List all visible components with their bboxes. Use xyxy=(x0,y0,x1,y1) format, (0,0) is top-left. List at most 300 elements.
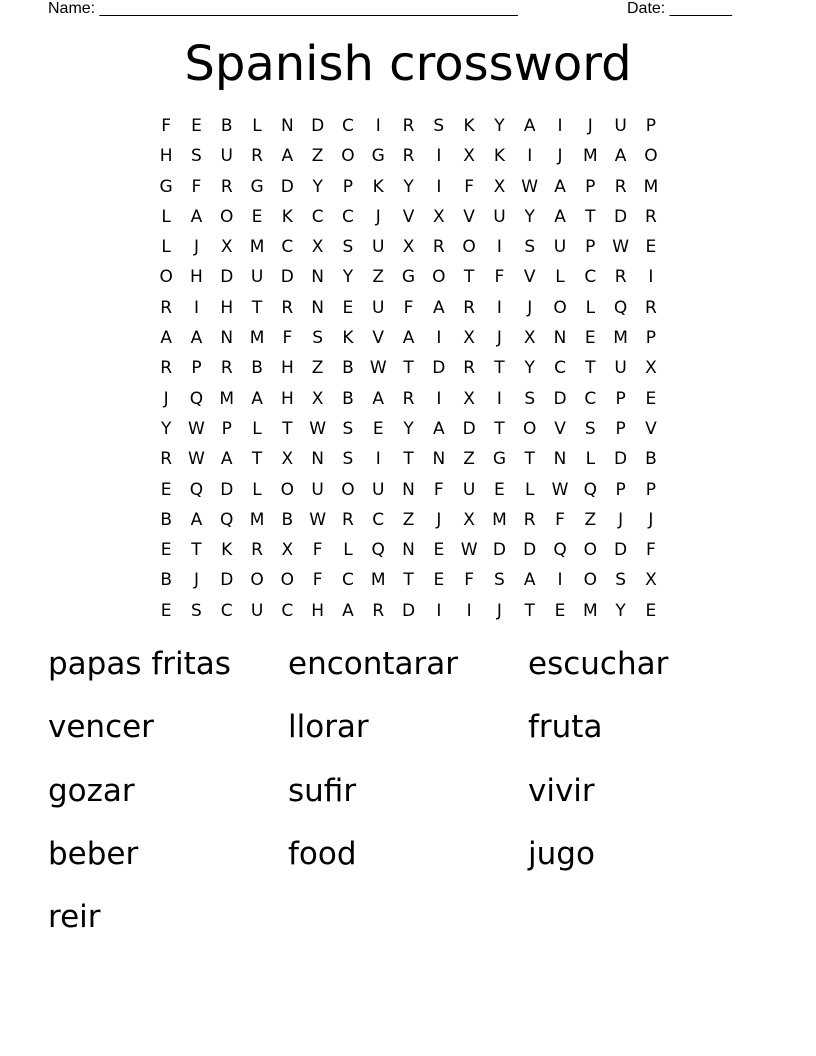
grid-row xyxy=(151,296,666,326)
grid-cell: R xyxy=(463,297,476,318)
grid-cell: M xyxy=(492,509,507,530)
grid-cell: C xyxy=(281,237,294,258)
grid-cell: A xyxy=(281,146,294,167)
grid-cell: K xyxy=(493,146,505,167)
grid-cell: L xyxy=(252,479,262,500)
grid-cell: S xyxy=(191,600,202,621)
grid-cell: L xyxy=(585,449,596,470)
grid-cell: E xyxy=(372,418,384,439)
grid-cell: P xyxy=(221,418,232,439)
grid-cell: O xyxy=(159,267,173,288)
grid-cell: X xyxy=(523,328,536,349)
word-list-item: beber xyxy=(48,835,139,872)
grid-cell: X xyxy=(493,176,506,197)
grid-cell: P xyxy=(615,388,626,409)
grid-cell: G xyxy=(401,267,416,288)
grid-cell: D xyxy=(553,388,567,409)
grid-cell: W xyxy=(309,509,327,530)
grid-cell: N xyxy=(280,116,294,136)
grid-cell: M xyxy=(249,237,265,258)
grid-cell: S xyxy=(524,237,536,258)
grid-cell: K xyxy=(372,176,384,197)
grid-cell: F xyxy=(464,570,474,591)
grid-cell: I xyxy=(496,297,502,318)
grid-cell: R xyxy=(614,176,627,197)
grid-cell: U xyxy=(372,237,385,258)
grid-cell: D xyxy=(614,449,628,470)
word-list-item: escuchar xyxy=(528,646,669,682)
grid-cell: F xyxy=(494,267,505,288)
grid-cell: H xyxy=(190,267,203,288)
word-list-item: food xyxy=(288,835,357,872)
grid-cell: C xyxy=(220,600,233,621)
word-list-item: encontarar xyxy=(288,646,459,682)
grid-cell: M xyxy=(370,570,386,591)
word-list-item: papas fritas xyxy=(48,646,231,682)
page-title: Spanish crossword xyxy=(184,36,632,92)
grid-cell: O xyxy=(250,570,264,591)
word-list-item: llorar xyxy=(288,709,369,746)
word-list-item: reir xyxy=(48,899,101,936)
date-field[interactable]: Date: _______ xyxy=(627,0,732,17)
grid-cell: B xyxy=(342,388,354,409)
grid-cell: V xyxy=(554,418,566,439)
grid-row xyxy=(151,568,666,598)
grid-row xyxy=(151,265,666,295)
grid-cell: T xyxy=(251,297,263,318)
grid-cell: A xyxy=(402,328,415,349)
grid-cell: M xyxy=(582,146,598,167)
grid-cell: S xyxy=(342,449,354,470)
grid-cell: B xyxy=(281,509,294,530)
grid-cell: P xyxy=(615,479,626,500)
grid-cell: R xyxy=(251,146,263,167)
grid-cell: I xyxy=(466,600,472,621)
grid-cell: A xyxy=(220,449,233,470)
grid-cell: K xyxy=(221,540,233,561)
grid-cell: J xyxy=(587,116,593,136)
grid-cell: A xyxy=(523,116,536,136)
grid-cell: J xyxy=(163,388,169,409)
grid-cell: F xyxy=(464,176,474,197)
grid-cell: Y xyxy=(160,418,172,439)
grid-cell: F xyxy=(191,176,202,197)
grid-cell: C xyxy=(281,600,294,621)
word-list-item: vencer xyxy=(48,709,154,746)
grid-cell: L xyxy=(585,297,596,318)
grid-cell: F xyxy=(312,540,323,561)
grid-cell: E xyxy=(251,206,263,227)
grid-cell: N xyxy=(311,267,324,288)
grid-cell: G xyxy=(492,449,506,470)
grid-cell: P xyxy=(645,479,657,500)
grid-cell: I xyxy=(496,237,502,258)
grid-cell: S xyxy=(342,237,354,258)
grid-cell: Q xyxy=(371,540,385,561)
grid-cell: E xyxy=(494,479,505,500)
grid-cell: U xyxy=(614,116,627,136)
grid-cell: X xyxy=(311,388,324,409)
grid-cell: S xyxy=(615,570,626,591)
grid-cell: L xyxy=(161,237,171,258)
grid-cell: L xyxy=(161,206,171,227)
grid-cell: U xyxy=(311,479,324,500)
grid-cell: C xyxy=(584,388,597,409)
grid-cell: C xyxy=(341,206,354,227)
grid-cell: H xyxy=(159,146,173,167)
grid-cell: T xyxy=(403,449,414,470)
grid-cell: O xyxy=(280,479,295,500)
grid-cell: L xyxy=(252,418,262,439)
grid-row xyxy=(151,356,666,386)
grid-cell: O xyxy=(523,418,537,439)
grid-cell: U xyxy=(372,297,385,318)
grid-cell: R xyxy=(220,176,233,197)
grid-row xyxy=(151,235,666,265)
grid-cell: U xyxy=(372,479,385,500)
grid-row xyxy=(151,447,666,477)
grid-row xyxy=(151,144,666,174)
grid-cell: T xyxy=(282,418,293,439)
grid-cell: I xyxy=(436,388,442,409)
grid-cell: X xyxy=(463,328,475,349)
grid-cell: L xyxy=(555,267,565,288)
grid-cell: E xyxy=(645,237,657,258)
grid-cell: V xyxy=(523,267,536,288)
grid-cell: R xyxy=(372,600,385,621)
grid-cell: O xyxy=(341,479,355,500)
grid-cell: K xyxy=(463,116,475,136)
grid-cell: E xyxy=(433,570,445,591)
grid-cell: H xyxy=(280,358,294,379)
grid-cell: M xyxy=(613,328,628,349)
grid-cell: R xyxy=(342,509,354,530)
grid-cell: X xyxy=(220,237,233,258)
grid-cell: D xyxy=(220,479,234,500)
grid-cell: O xyxy=(462,237,476,258)
grid-cell: S xyxy=(342,418,354,439)
grid-cell: U xyxy=(493,206,506,227)
grid-cell: C xyxy=(311,206,324,227)
grid-cell: X xyxy=(281,540,294,561)
grid-cell: Z xyxy=(402,509,415,530)
grid-cell: I xyxy=(193,297,199,318)
grid-cell: E xyxy=(342,297,354,318)
grid-cell: J xyxy=(436,509,442,530)
grid-cell: W xyxy=(551,479,569,500)
grid-cell: E xyxy=(160,479,172,500)
grid-cell: B xyxy=(645,449,657,470)
grid-cell: S xyxy=(433,116,445,136)
grid-cell: I xyxy=(375,116,381,136)
grid-cell: V xyxy=(645,418,657,439)
worksheet-header xyxy=(48,0,768,20)
grid-cell: D xyxy=(311,116,325,136)
grid-cell: X xyxy=(281,449,294,470)
grid-cell: P xyxy=(342,176,354,197)
grid-cell: O xyxy=(553,297,567,318)
grid-cell: D xyxy=(492,540,506,561)
grid-cell: T xyxy=(524,449,535,470)
grid-cell: H xyxy=(220,297,234,318)
grid-cell: Y xyxy=(524,206,535,227)
grid-cell: Y xyxy=(494,116,505,136)
grid-cell: H xyxy=(311,600,325,621)
grid-cell: A xyxy=(554,206,566,227)
grid-cell: C xyxy=(584,267,597,288)
grid-cell: I xyxy=(375,449,381,470)
grid-cell: W xyxy=(309,418,327,439)
grid-cell: T xyxy=(524,600,535,621)
grid-cell: D xyxy=(614,540,628,561)
grid-cell: D xyxy=(280,267,294,288)
grid-cell: R xyxy=(160,358,173,379)
grid-cell: I xyxy=(436,146,442,167)
word-list xyxy=(48,642,768,958)
grid-cell: O xyxy=(341,146,355,167)
grid-cell: M xyxy=(643,176,659,197)
grid-cell: A xyxy=(433,297,445,318)
grid-cell: H xyxy=(280,388,294,409)
grid-cell: F xyxy=(161,116,172,136)
grid-cell: B xyxy=(160,509,172,530)
grid-row xyxy=(151,205,666,235)
grid-cell: P xyxy=(585,176,596,197)
grid-cell: Y xyxy=(342,267,354,288)
grid-cell: T xyxy=(403,358,414,379)
grid-cell: T xyxy=(585,358,596,379)
grid-row xyxy=(151,478,666,508)
grid-cell: I xyxy=(557,116,563,136)
grid-cell: Y xyxy=(312,176,323,197)
grid-cell: E xyxy=(433,540,445,561)
grid-cell: Q xyxy=(553,540,567,561)
grid-cell: N xyxy=(553,328,567,349)
grid-cell: U xyxy=(614,358,627,379)
grid-cell: G xyxy=(159,176,173,197)
name-field[interactable]: Name: _______________________________________________ xyxy=(48,0,518,17)
grid-row xyxy=(151,175,666,205)
grid-cell: D xyxy=(401,600,416,621)
grid-cell: Y xyxy=(403,418,414,439)
grid-cell: E xyxy=(160,600,172,621)
grid-cell: D xyxy=(220,570,234,591)
grid-cell: E xyxy=(645,388,657,409)
grid-cell: A xyxy=(190,328,203,349)
grid-cell: A xyxy=(523,570,536,591)
grid-cell: A xyxy=(160,328,172,349)
grid-cell: T xyxy=(251,449,263,470)
grid-cell: A xyxy=(433,418,445,439)
grid-cell: Y xyxy=(524,358,535,379)
grid-cell: E xyxy=(584,328,596,349)
grid-cell: Z xyxy=(372,267,385,288)
grid-cell: X xyxy=(432,206,445,227)
grid-cell: I xyxy=(436,176,442,197)
grid-cell: Z xyxy=(584,509,597,530)
grid-cell: X xyxy=(645,570,657,591)
grid-cell: G xyxy=(371,146,385,167)
grid-cell: W xyxy=(521,176,539,197)
grid-cell: Z xyxy=(463,449,475,470)
grid-cell: R xyxy=(402,146,415,167)
grid-cell: W xyxy=(460,540,478,561)
grid-cell: Q xyxy=(220,509,234,530)
grid-cell: U xyxy=(220,146,233,167)
grid-cell: Q xyxy=(583,479,597,500)
grid-cell: I xyxy=(527,146,533,167)
grid-cell: W xyxy=(369,358,387,379)
grid-cell: N xyxy=(402,540,415,561)
grid-cell: T xyxy=(494,418,505,439)
grid-cell: D xyxy=(462,418,476,439)
grid-cell: N xyxy=(402,479,415,500)
grid-cell: O xyxy=(644,146,658,167)
grid-cell: O xyxy=(280,570,295,591)
grid-cell: N xyxy=(553,449,567,470)
grid-cell: J xyxy=(618,509,624,530)
grid-cell: P xyxy=(645,328,657,349)
grid-cell: L xyxy=(524,479,535,500)
grid-cell: O xyxy=(220,206,234,227)
grid-cell: I xyxy=(436,600,442,621)
grid-cell: S xyxy=(584,418,596,439)
grid-cell: F xyxy=(555,509,565,530)
grid-cell: R xyxy=(644,297,657,318)
grid-cell: M xyxy=(249,509,265,530)
grid-cell: Y xyxy=(403,176,414,197)
grid-cell: W xyxy=(188,449,205,470)
grid-cell: C xyxy=(554,358,566,379)
grid-cell: T xyxy=(494,358,505,379)
grid-cell: R xyxy=(160,449,173,470)
grid-cell: J xyxy=(193,237,199,258)
grid-cell: U xyxy=(250,267,264,288)
grid-row xyxy=(151,114,666,144)
grid-cell: J xyxy=(557,146,563,167)
grid-row xyxy=(151,599,666,629)
grid-cell: A xyxy=(190,206,203,227)
grid-cell: V xyxy=(402,206,415,227)
grid-cell: R xyxy=(614,267,627,288)
grid-cell: R xyxy=(523,509,536,530)
grid-cell: Z xyxy=(311,358,324,379)
grid-cell: B xyxy=(220,116,233,136)
grid-cell: E xyxy=(554,600,566,621)
grid-cell: A xyxy=(614,146,627,167)
grid-cell: U xyxy=(462,479,476,500)
grid-row xyxy=(151,538,666,568)
grid-cell: E xyxy=(191,116,202,136)
grid-cell: K xyxy=(342,328,354,349)
grid-row xyxy=(151,417,666,447)
grid-cell: M xyxy=(219,388,235,409)
grid-cell: X xyxy=(463,509,475,530)
grid-cell: F xyxy=(646,540,656,561)
grid-cell: S xyxy=(191,146,202,167)
grid-cell: N xyxy=(220,328,234,349)
grid-cell: S xyxy=(494,570,505,591)
grid-cell: P xyxy=(645,116,657,136)
grid-cell: X xyxy=(645,358,657,379)
grid-cell: B xyxy=(160,570,172,591)
grid-cell: A xyxy=(342,600,354,621)
grid-cell: P xyxy=(615,418,626,439)
grid-cell: O xyxy=(432,267,446,288)
grid-cell: K xyxy=(281,206,293,227)
grid-cell: D xyxy=(614,206,628,227)
grid-cell: O xyxy=(583,570,597,591)
grid-cell: N xyxy=(311,297,324,318)
grid-cell: C xyxy=(372,509,385,530)
grid-cell: W xyxy=(612,237,629,258)
grid-cell: A xyxy=(251,388,263,409)
grid-cell: R xyxy=(463,358,476,379)
grid-cell: Z xyxy=(311,146,324,167)
grid-cell: S xyxy=(312,328,324,349)
grid-cell: D xyxy=(523,540,537,561)
grid-cell: J xyxy=(648,509,654,530)
word-list-item: sufir xyxy=(288,772,357,809)
grid-cell: I xyxy=(648,267,654,288)
grid-cell: A xyxy=(554,176,566,197)
grid-row xyxy=(151,508,666,538)
grid-cell: R xyxy=(644,206,657,227)
grid-cell: R xyxy=(402,116,415,136)
grid-cell: S xyxy=(524,388,536,409)
grid-cell: V xyxy=(463,206,475,227)
grid-cell: T xyxy=(585,206,596,227)
grid-cell: D xyxy=(432,358,446,379)
grid-cell: J xyxy=(496,600,502,621)
grid-cell: R xyxy=(432,237,445,258)
grid-cell: E xyxy=(160,540,172,561)
grid-cell: R xyxy=(281,297,294,318)
grid-cell: B xyxy=(342,358,354,379)
grid-cell: R xyxy=(160,297,173,318)
letter-grid xyxy=(151,114,666,629)
grid-cell: Y xyxy=(615,600,626,621)
grid-cell: N xyxy=(311,449,324,470)
grid-cell: W xyxy=(188,418,205,439)
grid-cell: L xyxy=(343,540,353,561)
grid-cell: R xyxy=(402,388,415,409)
word-list-item: fruta xyxy=(528,709,603,746)
word-list-item: vivir xyxy=(528,772,595,809)
grid-cell: J xyxy=(496,328,502,349)
grid-cell: M xyxy=(582,600,598,621)
grid-cell: J xyxy=(527,297,533,318)
grid-cell: T xyxy=(191,540,202,561)
grid-cell: U xyxy=(250,600,264,621)
grid-cell: J xyxy=(193,570,199,591)
grid-cell: B xyxy=(251,358,263,379)
grid-cell: A xyxy=(190,509,203,530)
grid-cell: P xyxy=(585,237,596,258)
grid-cell: X xyxy=(311,237,324,258)
grid-cell: D xyxy=(220,267,234,288)
word-list-item: gozar xyxy=(48,772,135,809)
grid-cell: U xyxy=(553,237,567,258)
grid-cell: N xyxy=(432,449,446,470)
grid-row xyxy=(151,326,666,356)
grid-cell: Q xyxy=(189,479,204,500)
grid-cell: R xyxy=(251,540,263,561)
grid-cell: J xyxy=(375,206,381,227)
grid-cell: Q xyxy=(613,297,628,318)
grid-cell: D xyxy=(280,176,294,197)
grid-cell: G xyxy=(250,176,264,197)
